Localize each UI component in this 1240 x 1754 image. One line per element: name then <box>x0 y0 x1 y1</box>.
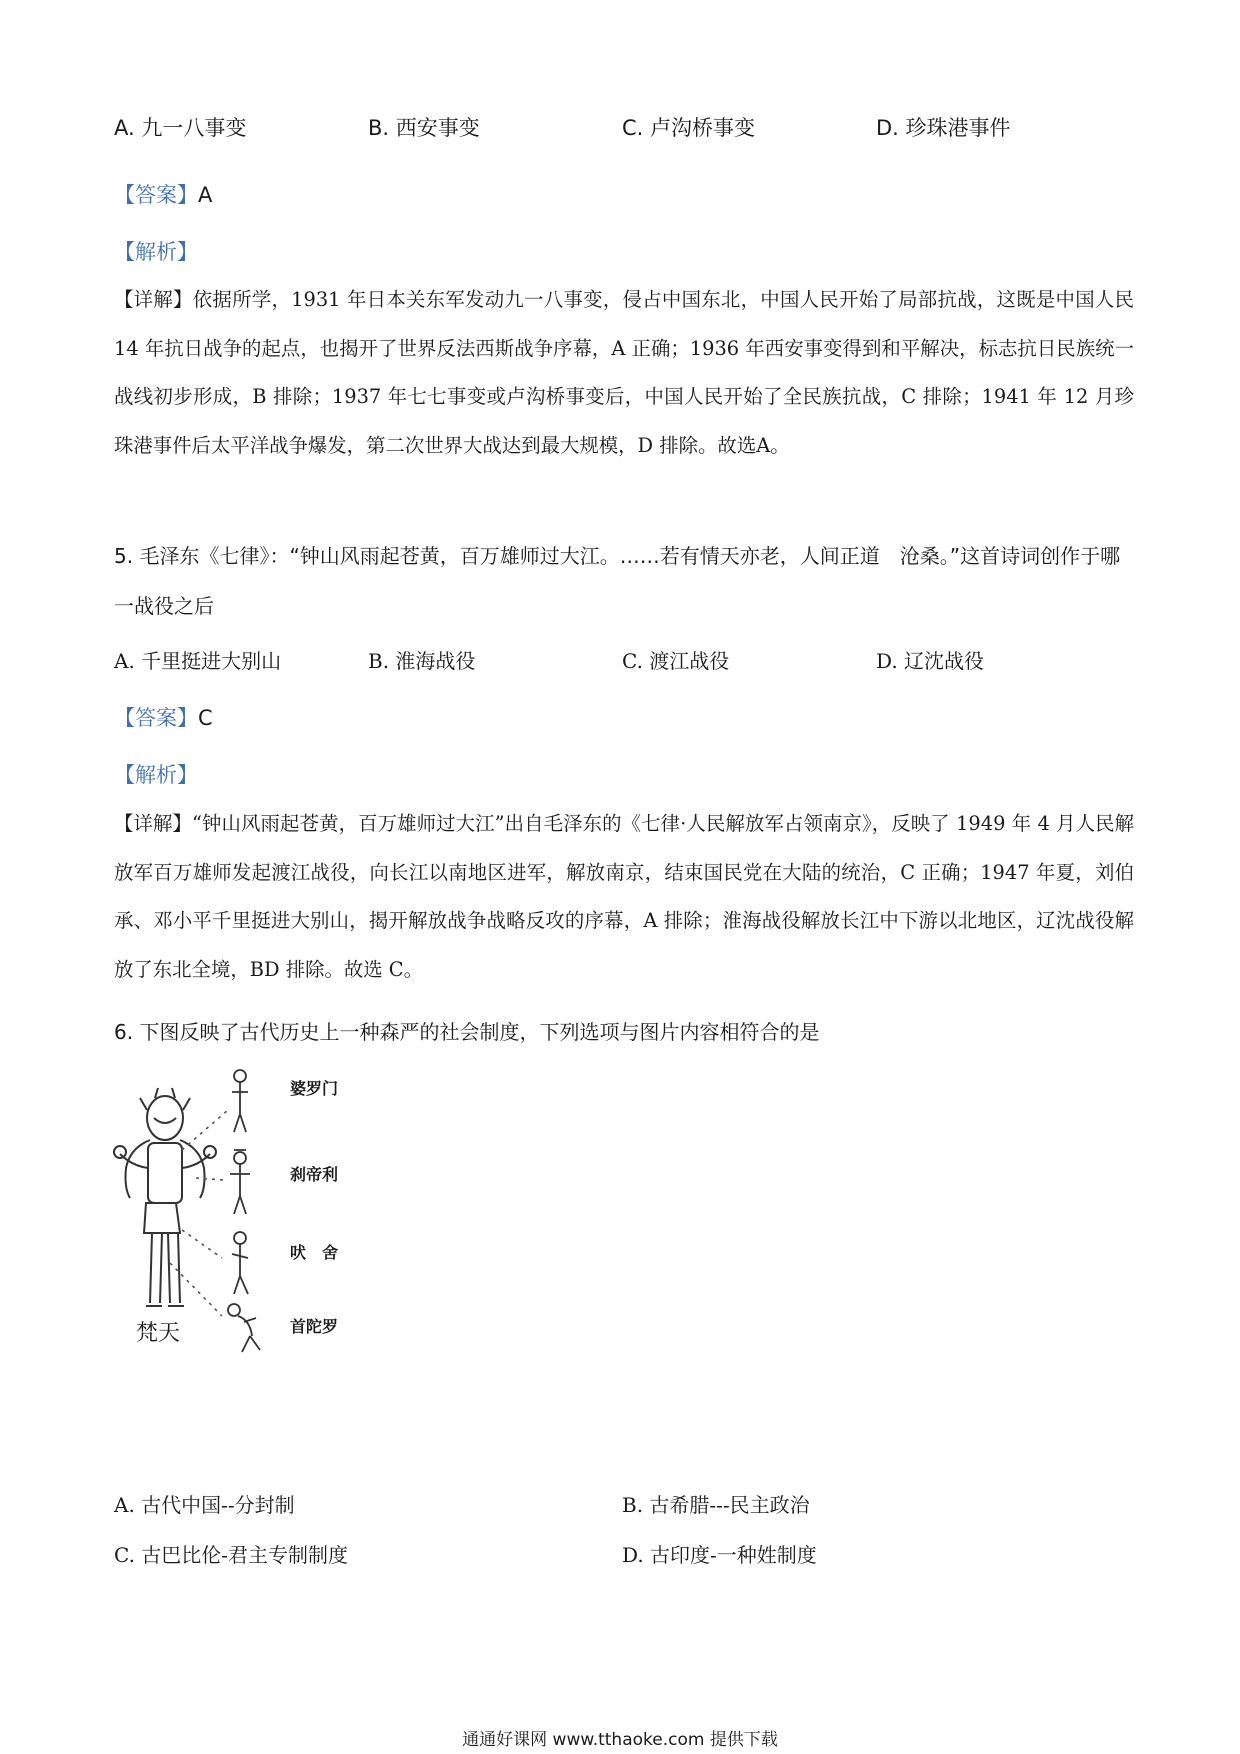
answer-value: C <box>198 706 213 730</box>
q4-option-c: C. 卢沟桥事变 <box>622 116 756 140</box>
q5-analysis-heading <box>114 759 198 789</box>
q4-answer <box>114 179 212 209</box>
q5-detail: 【详解】“钟山风雨起苍黄，百万雄师过大江”出自毛泽东的《七律·人民解放军占领南京》，反映了 1949 年 4 月人民解放军百万雄师发起渡江战役，向长江以南地区进军，解放南京，结束国民党在大陆的统治，C 正确；1947 年夏，刘伯承、邓小平千里挺进大别山，揭开解放战争战略反攻的序幕，A 排除；淮海战役解放长江中下游以北地区，辽沈战役解放了东北全境，BD 排除。故选 C。 <box>114 812 1134 981</box>
q5-option-b: B. 淮海战役 <box>368 649 476 673</box>
caste-system-figure <box>110 1058 370 1398</box>
caste-label-brahmin: 婆罗门 <box>290 1079 339 1098</box>
q6-options-row1 <box>114 1489 1134 1523</box>
q5-option-a: A. 千里挺进大别山 <box>114 649 282 673</box>
q4-option-b: B. 西安事变 <box>368 116 480 140</box>
q6-stem: 6. 下图反映了古代历史上一种森严的社会制度，下列选项与图片内容相符合的是 <box>114 1020 820 1044</box>
q6-options-row2 <box>114 1539 1134 1573</box>
q5-option-d: D. 辽沈战役 <box>876 649 985 673</box>
q4-analysis-heading <box>114 236 198 266</box>
q5-answer <box>114 702 213 732</box>
q5-option-c: C. 渡江战役 <box>622 649 730 673</box>
q6-option-d: D. 古印度-一种姓制度 <box>622 1543 817 1567</box>
caste-label-vaishya: 吠 舍 <box>290 1243 339 1262</box>
q5-stem: 5. 毛泽东《七律》：“钟山风雨起苍黄，百万雄师过大江。……若有情天亦老，人间正道 沧桑。”这首诗词创作于哪一战役之后 <box>114 544 1121 618</box>
q5-options <box>114 645 1134 679</box>
q4-option-d: D. 珍珠港事件 <box>876 116 1011 140</box>
q4-detail: 【详解】依据所学，1931 年日本关东军发动九一八事变，侵占中国东北，中国人民开始了局部抗战，这既是中国人民 14 年抗日战争的起点，也揭开了世界反法西斯战争序幕，A 正确；1936 年西安事变得到和平解决，标志抗日民族统一战线初步形成，B 排除；1937 年七七事变或卢沟桥事变后，中国人民开始了全民族抗战，C 排除；1941 年 12 月珍珠港事件后太平洋战争爆发，第二次世界大战达到最大规模，D 排除。故选A。 <box>114 288 1134 457</box>
q6-option-b: B. 古希腊---民主政治 <box>622 1493 810 1517</box>
caste-illustration <box>110 1058 370 1398</box>
caste-figures <box>228 1070 260 1352</box>
q4-options <box>114 112 1134 146</box>
brahma-label: 梵天 <box>136 1321 181 1346</box>
q6-option-c: C. 古巴比伦-君主专制制度 <box>114 1543 349 1567</box>
q6-option-a: A. 古代中国--分封制 <box>114 1493 295 1517</box>
analysis-bracket: 【解析】 <box>114 763 198 787</box>
answer-bracket: 【答案】 <box>114 706 198 730</box>
caste-label-shudra: 首陀罗 <box>290 1317 339 1336</box>
caste-label-kshatriya: 刹帝利 <box>290 1165 339 1184</box>
brahma-figure <box>114 1088 216 1306</box>
answer-bracket: 【答案】 <box>114 183 198 207</box>
page-footer: 通通好课网 www.tthaoke.com 提供下载 <box>462 1730 778 1750</box>
q4-option-a: A. 九一八事变 <box>114 116 247 140</box>
answer-value: A <box>198 183 213 207</box>
analysis-bracket: 【解析】 <box>114 240 198 264</box>
